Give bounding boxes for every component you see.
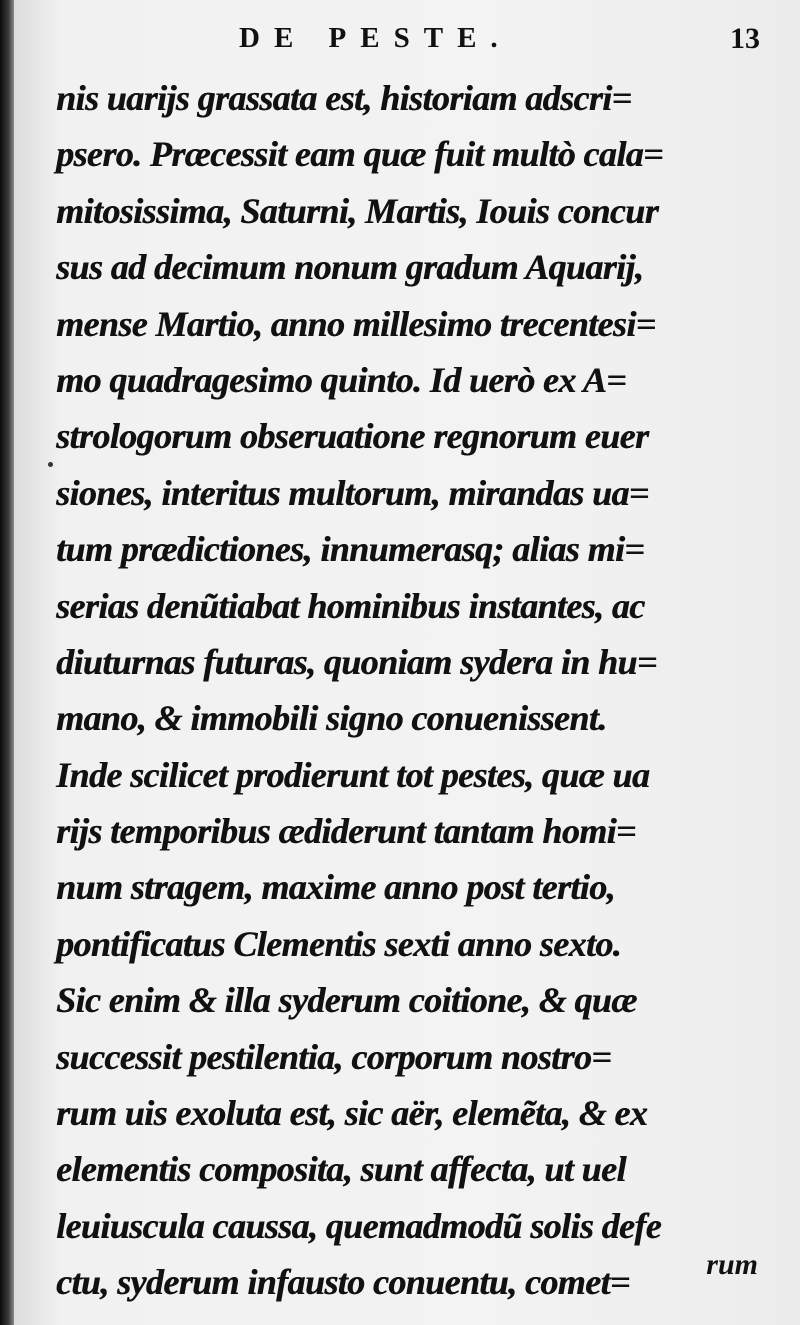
text-line: pontificatus Clementis sexti anno sexto. <box>56 923 622 964</box>
text-line: strologorum obseruatione regnorum euer <box>56 416 649 457</box>
text-line: rijs temporibus ædiderunt tantam homi= <box>56 811 636 852</box>
text-line: psero. Præcessit eam quæ fuit multò cala= <box>56 134 663 175</box>
text-line: Inde scilicet prodierunt tot pestes, quæ ua <box>56 754 650 795</box>
book-page <box>14 0 800 1325</box>
text-line: elementis composita, sunt affecta, ut uel <box>56 1149 626 1190</box>
text-line: rum uis exoluta est, sic aër, elemẽta, & ex <box>56 1093 648 1134</box>
running-title: DE PESTE. <box>239 22 512 54</box>
text-line: sus ad decimum nonum gradum Aquarij, <box>56 247 644 288</box>
text-line: leuiuscula caussa, quemadmodũ solis defe <box>56 1205 662 1246</box>
text-line: mano, & immobili signo conuenissent. <box>56 698 607 739</box>
text-line: Sic enim & illa syderum coitione, & quæ <box>56 980 637 1021</box>
text-line: siones, interitus multorum, mirandas ua= <box>56 472 649 513</box>
body-text <box>56 70 776 1311</box>
text-line: mo quadragesimo quinto. Id uerò ex A= <box>56 359 627 400</box>
ink-speck <box>48 462 53 467</box>
text-line: ctu, syderum infausto conuentu, comet= <box>56 1262 630 1303</box>
catchword: rum <box>706 1248 758 1281</box>
text-line: tum prædictiones, innumerasq; alias mi= <box>56 529 645 570</box>
page-number: 13 <box>730 22 760 55</box>
text-line: diuturnas futuras, quoniam sydera in hu= <box>56 641 657 682</box>
text-line: num stragem, maxime anno post tertio, <box>56 867 615 908</box>
text-line: successit pestilentia, corporum nostro= <box>56 1036 612 1077</box>
text-line: mitosissima, Saturni, Martis, Iouis concur <box>56 190 659 231</box>
text-line: mense Martio, anno millesimo trecentesi= <box>56 303 656 344</box>
text-line: nis uarijs grassata est, historiam adscri= <box>56 78 632 118</box>
book-gutter-shadow <box>0 0 14 1325</box>
text-line: serias denũtiabat hominibus instantes, ac <box>56 585 645 626</box>
running-head <box>14 22 800 62</box>
